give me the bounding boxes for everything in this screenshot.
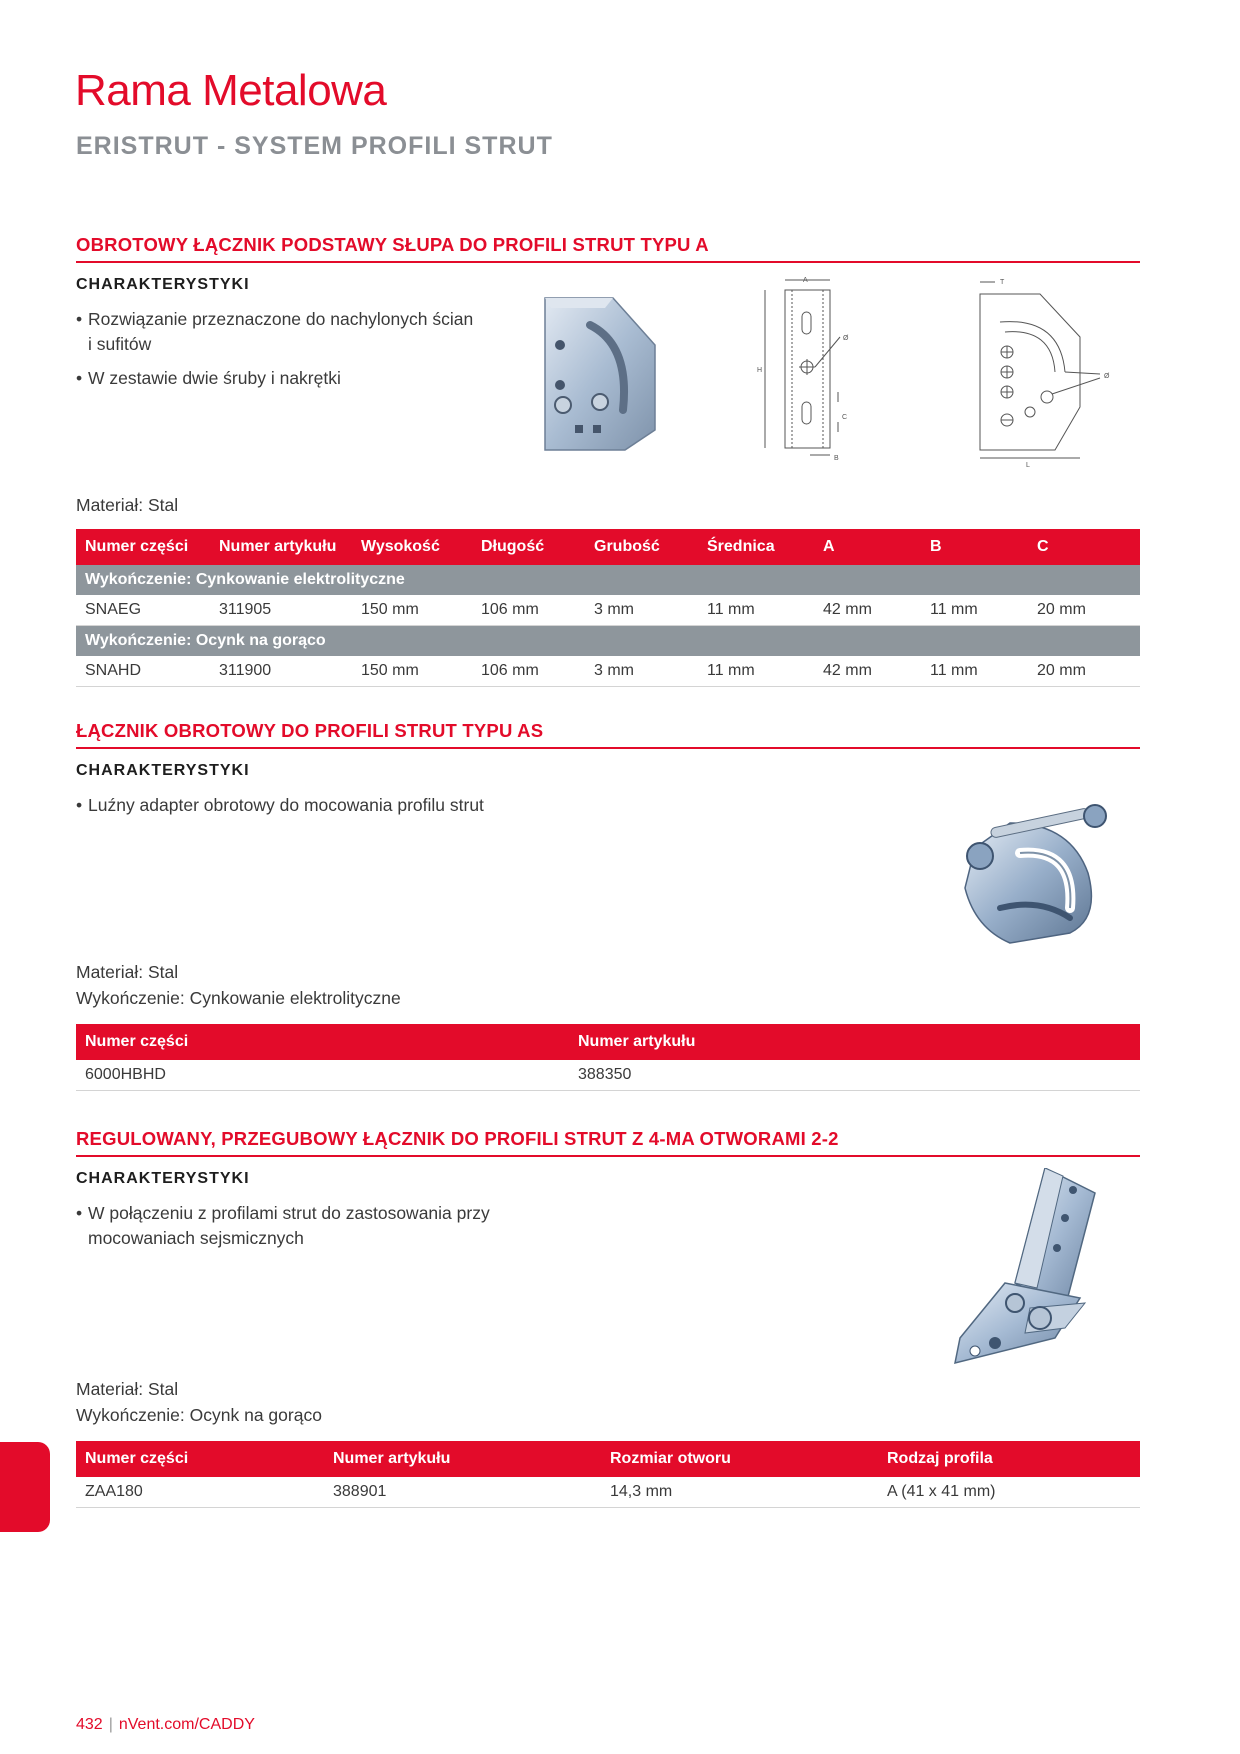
table-cell: 11 mm	[921, 595, 1028, 626]
table-header-row	[76, 1441, 1140, 1477]
table-cell: 14,3 mm	[601, 1477, 878, 1508]
table-header-row	[76, 529, 1140, 565]
column-header: Numer części	[76, 1441, 324, 1477]
column-header: Długość	[472, 529, 585, 565]
section-heading-zaa180: REGULOWANY, PRZEGUBOWY ŁĄCZNIK DO PROFILI STRUT Z 4-MA OTWORAMI 2-2	[76, 1128, 1140, 1157]
characteristics-list	[76, 307, 476, 400]
table-cell: 150 mm	[352, 656, 472, 687]
dimension-label: B	[834, 455, 839, 462]
group-row	[76, 565, 1140, 595]
finish-text: Wykończenie: Ocynk na gorąco	[76, 1405, 322, 1425]
dimension-label: H	[757, 367, 763, 374]
material-text: Materiał: Stal	[76, 962, 179, 982]
footer-site-link[interactable]: nVent.com/CADDY	[118, 1716, 255, 1733]
material-text: Materiał: Stal	[76, 495, 179, 515]
characteristics-heading: CHARAKTERYSTYKI	[76, 762, 250, 779]
column-header: C	[1028, 529, 1140, 565]
table-cell: 3 mm	[585, 656, 698, 687]
list-item: • Luźny adapter obrotowy do mocowania profilu strut	[76, 793, 676, 818]
group-label: Wykończenie: Ocynk na gorąco	[76, 626, 1140, 657]
section-heading-6000hbhd: ŁĄCZNIK OBROTOWY DO PROFILI STRUT TYPU AS	[76, 720, 1140, 749]
table-cell: 311900	[210, 656, 352, 687]
section-heading-snaeg: OBROTOWY ŁĄCZNIK PODSTAWY SŁUPA DO PROFILI STRUT TYPU A	[76, 234, 1140, 263]
table-cell: 42 mm	[814, 595, 921, 626]
technical-drawing-side	[960, 272, 1140, 472]
table-cell: 20 mm	[1028, 595, 1140, 626]
table-cell: 11 mm	[921, 656, 1028, 687]
column-header: Numer części	[76, 529, 210, 565]
table-cell: A (41 x 41 mm)	[878, 1477, 1140, 1508]
column-header: Grubość	[585, 529, 698, 565]
table-cell: 106 mm	[472, 595, 585, 626]
table-row	[76, 656, 1140, 687]
table-cell: 388901	[324, 1477, 601, 1508]
table-cell: SNAEG	[76, 595, 210, 626]
table-header-row	[76, 1024, 1140, 1060]
dimension-label: T	[1000, 279, 1005, 286]
table-cell: 42 mm	[814, 656, 921, 687]
spec-table-6000hbhd	[76, 1024, 1140, 1091]
table-cell: 11 mm	[698, 595, 814, 626]
characteristics-heading: CHARAKTERYSTYKI	[76, 276, 250, 293]
page-subtitle: ERISTRUT - SYSTEM PROFILI STRUT	[76, 132, 553, 160]
technical-drawing-front	[750, 272, 870, 467]
group-row	[76, 626, 1140, 657]
characteristics-list	[76, 1201, 506, 1260]
table-cell: 106 mm	[472, 656, 585, 687]
table-cell: 388350	[569, 1060, 1140, 1091]
table-cell: SNAHD	[76, 656, 210, 687]
dimension-label: Ø	[1104, 373, 1110, 380]
material-text: Materiał: Stal	[76, 1379, 179, 1399]
list-item: • W połączeniu z profilami strut do zastosowania przy mocowaniach sejsmicznych	[76, 1201, 506, 1251]
dimension-label: Ø	[843, 335, 849, 342]
table-row	[76, 595, 1140, 626]
spec-table-snaeg	[76, 529, 1140, 687]
product-image-articulated-connector	[945, 1168, 1115, 1368]
list-item: • Rozwiązanie przeznaczone do nachylonych ścian i sufitów	[76, 307, 476, 357]
table-cell: 3 mm	[585, 595, 698, 626]
characteristics-heading: CHARAKTERYSTYKI	[76, 1170, 250, 1187]
column-header: Rodzaj profila	[878, 1441, 1140, 1477]
page-title: Rama Metalowa	[75, 66, 387, 115]
column-header: A	[814, 529, 921, 565]
page-number: 432	[76, 1716, 103, 1733]
product-image-swivel-base	[535, 290, 660, 455]
table-cell: 20 mm	[1028, 656, 1140, 687]
page-footer: 432 | nVent.com/CADDY	[76, 1716, 255, 1733]
table-cell: 11 mm	[698, 656, 814, 687]
column-header: Wysokość	[352, 529, 472, 565]
table-cell: 311905	[210, 595, 352, 626]
table-row	[76, 1477, 1140, 1508]
table-row	[76, 1060, 1140, 1091]
column-header: B	[921, 529, 1028, 565]
list-item: • W zestawie dwie śruby i nakrętki	[76, 366, 476, 391]
characteristics-list	[76, 793, 676, 827]
column-header: Numer części	[76, 1024, 569, 1060]
column-header: Rozmiar otworu	[601, 1441, 878, 1477]
table-cell: ZAA180	[76, 1477, 324, 1508]
dimension-label: A	[803, 277, 808, 284]
table-cell: 150 mm	[352, 595, 472, 626]
table-cell: 6000HBHD	[76, 1060, 569, 1091]
column-header: Numer artykułu	[569, 1024, 1140, 1060]
finish-text: Wykończenie: Cynkowanie elektrolityczne	[76, 988, 401, 1008]
product-image-swivel-adapter	[950, 778, 1125, 953]
column-header: Numer artykułu	[210, 529, 352, 565]
column-header: Numer artykułu	[324, 1441, 601, 1477]
spec-table-zaa180	[76, 1441, 1140, 1508]
group-label: Wykończenie: Cynkowanie elektrolityczne	[76, 565, 1140, 595]
dimension-label: L	[1026, 462, 1030, 469]
column-header: Średnica	[698, 529, 814, 565]
side-tab-marker	[0, 1442, 50, 1532]
dimension-label: C	[842, 414, 848, 421]
